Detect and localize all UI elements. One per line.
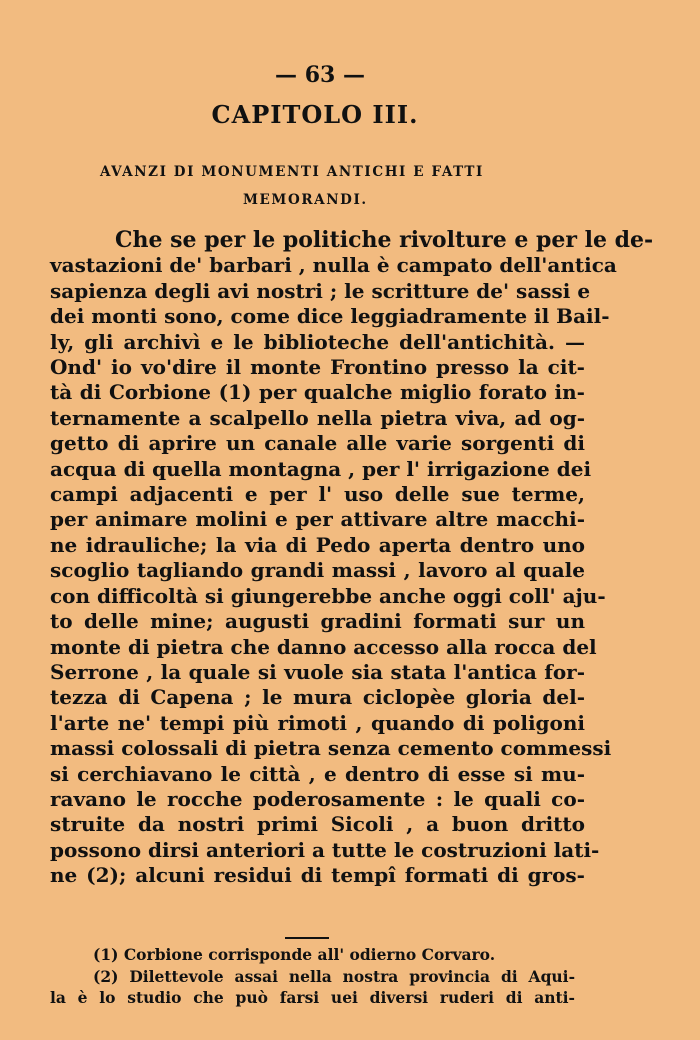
text-line: dei monti sono, come dice leggiadramente il Bail-: [50, 304, 610, 329]
text-line: struite da nostri primi Sicoli , a buon dritto: [50, 812, 585, 837]
text-line: con difficoltà si giungerebbe anche oggi coll' aju-: [50, 583, 606, 608]
text-line: ne (2); alcuni residui di tempî formati di gros-: [50, 863, 585, 888]
text-line: to delle mine; augusti gradini formati sur un: [50, 609, 585, 634]
page-number: — 63 —: [275, 62, 365, 88]
footnote-2-continued: la è lo studio che può farsi uei diversi ruderi di anti-: [50, 988, 575, 1007]
text-line: campi adjacenti e per l' uso delle sue terme,: [50, 482, 585, 507]
text-line: ly, gli archivì e le biblioteche dell'antichità. —: [50, 329, 585, 354]
text-line: ne idrauliche; la via di Pedo aperta dentro uno: [50, 532, 585, 557]
text-line: Che se per le politiche rivolture e per le de-: [115, 227, 654, 253]
chapter-subtitle: [100, 158, 540, 214]
text-line: vastazioni de' barbari , nulla è campato dell'antica: [50, 253, 617, 278]
text-line: getto di aprire un canale alle varie sorgenti di: [50, 431, 585, 456]
text-line: acqua di quella montagna , per l' irrigazione dei: [50, 456, 592, 481]
text-line: tezza di Capena ; le mura ciclopèe gloria del-: [50, 685, 585, 710]
footnote-2: (2) Dilettevole assai nella nostra provincia di Aqui-: [93, 966, 575, 986]
text-line: possono dirsi anteriori a tutte le costruzioni lati-: [50, 837, 600, 862]
text-line: Serrone , la quale si vuole sia stata l'antica for-: [50, 659, 585, 684]
text-line: ravano le rocche poderosamente : le quali co-: [50, 786, 585, 811]
text-line: ternamente a scalpello nella pietra viva, ad og-: [50, 405, 585, 430]
body-paragraph: [50, 227, 654, 889]
subtitle-line: AVANZI DI MONUMENTI ANTICHI E FATTI: [100, 164, 484, 180]
text-line: massi colossali di pietra senza cemento commessi: [50, 736, 612, 761]
footnote-divider: [285, 937, 329, 939]
subtitle-line: MEMORANDI.: [243, 192, 368, 208]
text-line: scoglio tagliando grandi massi , lavoro al quale: [50, 558, 585, 583]
text-line: si cerchiavano le città , e dentro di esse si mu-: [50, 761, 585, 786]
text-line: tà di Corbione (1) per qualche miglio forato in-: [50, 380, 585, 405]
text-line: monte di pietra che danno accesso alla rocca del: [50, 634, 597, 659]
chapter-title: CAPITOLO III.: [211, 100, 419, 129]
footnote-1: (1) Corbione corrisponde all' odierno Corvaro.: [93, 945, 496, 964]
text-line: sapienza degli avi nostri ; le scritture de' sassi e: [50, 278, 591, 303]
footnotes: [50, 944, 575, 1009]
text-line: Ond' io vo'dire il monte Frontino presso la cit-: [50, 355, 585, 380]
text-line: l'arte ne' tempi più rimoti , quando di poligoni: [50, 710, 585, 735]
text-line: per animare molini e per attivare altre macchi-: [50, 507, 585, 532]
